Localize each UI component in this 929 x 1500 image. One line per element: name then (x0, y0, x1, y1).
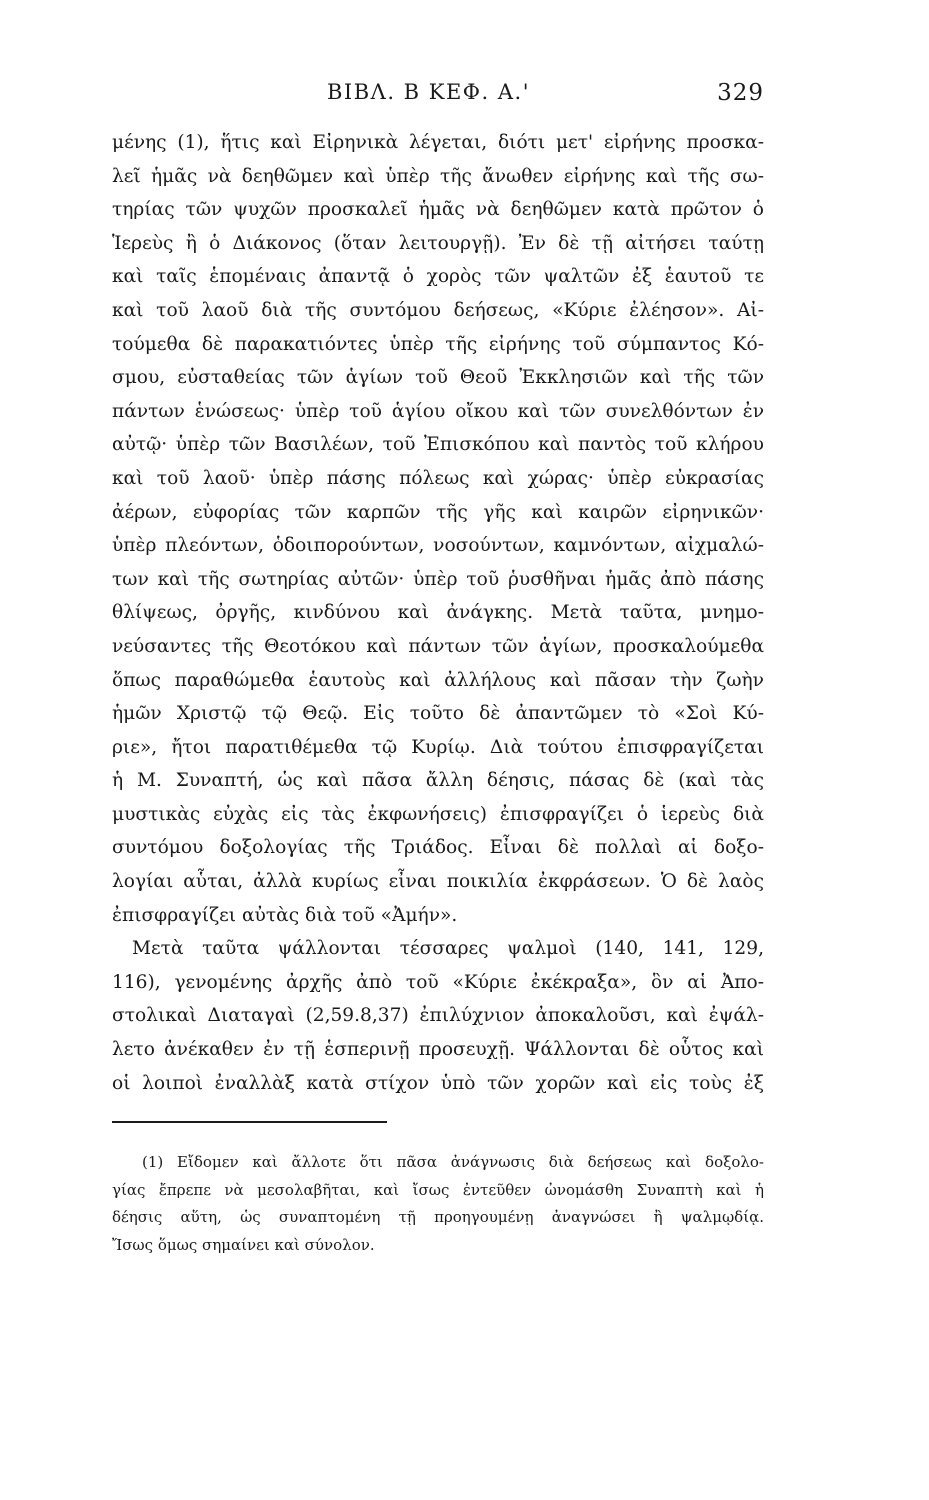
text-line: καὶ τοῦ λαοῦ διὰ τῆς συντόμου δεήσεως, «Κύριε ἐλέησον». Αἰ- (112, 299, 764, 321)
text-line: θλίψεως, ὀργῆς, κινδύνου καὶ ἀνάγκης. Μετὰ ταῦτα, μνημο- (112, 602, 764, 624)
text-line: των καὶ τῆς σωτηρίας αὐτῶν· ὑπὲρ τοῦ ῥυσθῆναι ἡμᾶς ἀπὸ πάσης (112, 568, 764, 590)
text-line: ἡ Μ. Συναπτή, ὡς καὶ πᾶσα ἄλλη δέησις, πάσας δὲ (καὶ τὰς (112, 770, 764, 792)
text-line: μυστικὰς εὐχὰς εἰς τὰς ἐκφωνήσεις) ἐπισφραγίζει ὁ ἱερεὺς διὰ (112, 803, 764, 825)
text-line: ριε», ἤτοι παρατιθέμεθα τῷ Κυρίῳ. Διὰ τούτου ἐπισφραγίζεται (112, 736, 764, 758)
text-line: ὑπὲρ πλεόντων, ὁδοιπορούντων, νοσούντων, καμνόντων, αἰχμαλώ- (112, 535, 764, 557)
footnote-divider (112, 1121, 387, 1123)
text-line: σμου, εὐσταθείας τῶν ἁγίων τοῦ Θεοῦ Ἐκκλησιῶν καὶ τῆς τῶν (112, 367, 764, 389)
footnote-line: Ἴσως ὅμως σημαίνει καὶ σύνολον. (112, 1235, 375, 1254)
running-head (112, 80, 764, 114)
running-title: ΒΙΒΛ. Β ΚΕΦ. Α.' (327, 80, 530, 104)
main-text (112, 126, 764, 1100)
page-number: 329 (717, 80, 764, 106)
text-line: ἀέρων, εὐφορίας τῶν καρπῶν τῆς γῆς καὶ καιρῶν εἰρηνικῶν· (112, 501, 764, 523)
footnote-line: γίας ἔπρεπε νὰ μεσολαβῆται, καὶ ἴσως ἐντεῦθεν ὠνομάσθη Συναπτὴ καὶ ἡ (112, 1180, 764, 1199)
text-line: ἡμῶν Χριστῷ τῷ Θεῷ. Εἰς τοῦτο δὲ ἀπαντῶμεν τὸ «Σοὶ Κύ- (112, 703, 764, 725)
footnote-line: δέησις αὕτη, ὡς συναπτομένη τῇ προηγουμένῃ ἀναγνώσει ἢ ψαλμῳδίᾳ. (112, 1208, 764, 1226)
text-line: συντόμου δοξολογίας τῆς Τριάδος. Εἶναι δὲ πολλαὶ αἱ δοξο- (112, 837, 764, 859)
text-line: λετο ἀνέκαθεν ἐν τῇ ἑσπερινῇ προσευχῇ. Ψάλλονται δὲ οὗτος καὶ (112, 1039, 764, 1061)
paragraph-start-line: Μετὰ ταῦτα ψάλλονται τέσσαρες ψαλμοὶ (140, 141, 129, (132, 938, 764, 960)
text-line: λογίαι αὗται, ἀλλὰ κυρίως εἶναι ποικιλία ἐκφράσεων. Ὁ δὲ λαὸς (112, 871, 764, 893)
text-line: λεῖ ἡμᾶς νὰ δεηθῶμεν καὶ ὑπὲρ τῆς ἄνωθεν εἰρήνης καὶ τῆς σω- (112, 165, 764, 187)
text-line: νεύσαντες τῆς Θεοτόκου καὶ πάντων τῶν ἁγίων, προσκαλούμεθα (112, 635, 764, 657)
text-line: στολικαὶ Διαταγαὶ (2,59.8,37) ἐπιλύχνιον ἀποκαλοῦσι, καὶ ἐψάλ- (112, 1005, 764, 1027)
footnote (112, 1149, 764, 1259)
text-line: πάντων ἑνώσεως· ὑπὲρ τοῦ ἁγίου οἴκου καὶ τῶν συνελθόντων ἐν (112, 400, 764, 422)
text-line: ὅπως παραθώμεθα ἑαυτοὺς καὶ ἀλλήλους καὶ πᾶσαν τὴν ζωὴν (112, 669, 764, 691)
text-line: τηρίας τῶν ψυχῶν προσκαλεῖ ἡμᾶς νὰ δεηθῶμεν κατὰ πρῶτον ὁ (112, 199, 764, 221)
text-line: καὶ ταῖς ἑπομέναις ἀπαντᾷ ὁ χορὸς τῶν ψαλτῶν ἐξ ἑαυτοῦ τε (112, 266, 764, 288)
text-line: οἱ λοιποὶ ἐναλλὰξ κατὰ στίχον ὑπὸ τῶν χορῶν καὶ εἰς τοὺς ἐξ (112, 1072, 764, 1094)
text-line: καὶ τοῦ λαοῦ· ὑπὲρ πάσης πόλεως καὶ χώρας· ὑπὲρ εὐκρασίας (112, 467, 764, 489)
paragraph-end-line: ἐπισφραγίζει αὐτὰς διὰ τοῦ «Ἀμήν». (112, 904, 458, 926)
text-line: Ἱερεὺς ἢ ὁ Διάκονος (ὅταν λειτουργῇ). Ἐν δὲ τῇ αἰτήσει ταύτῃ (112, 232, 764, 254)
footnote-line: (1) Εἴδομεν καὶ ἄλλοτε ὅτι πᾶσα ἀνάγνωσις διὰ δεήσεως καὶ δοξολο- (142, 1153, 764, 1171)
text-line: μένης (1), ἥτις καὶ Εἰρηνικὰ λέγεται, διότι μετ' εἰρήνης προσκα- (112, 132, 764, 153)
text-line: 116), γενομένης ἀρχῆς ἀπὸ τοῦ «Κύριε ἐκέκραξα», ὃν αἱ Ἀπο- (112, 971, 764, 993)
text-line: αὐτῷ· ὑπὲρ τῶν Βασιλέων, τοῦ Ἐπισκόπου καὶ παντὸς τοῦ κλήρου (112, 434, 764, 456)
text-line: τούμεθα δὲ παρακατιόντες ὑπὲρ τῆς εἰρήνης τοῦ σύμπαντος Κό- (112, 333, 764, 355)
